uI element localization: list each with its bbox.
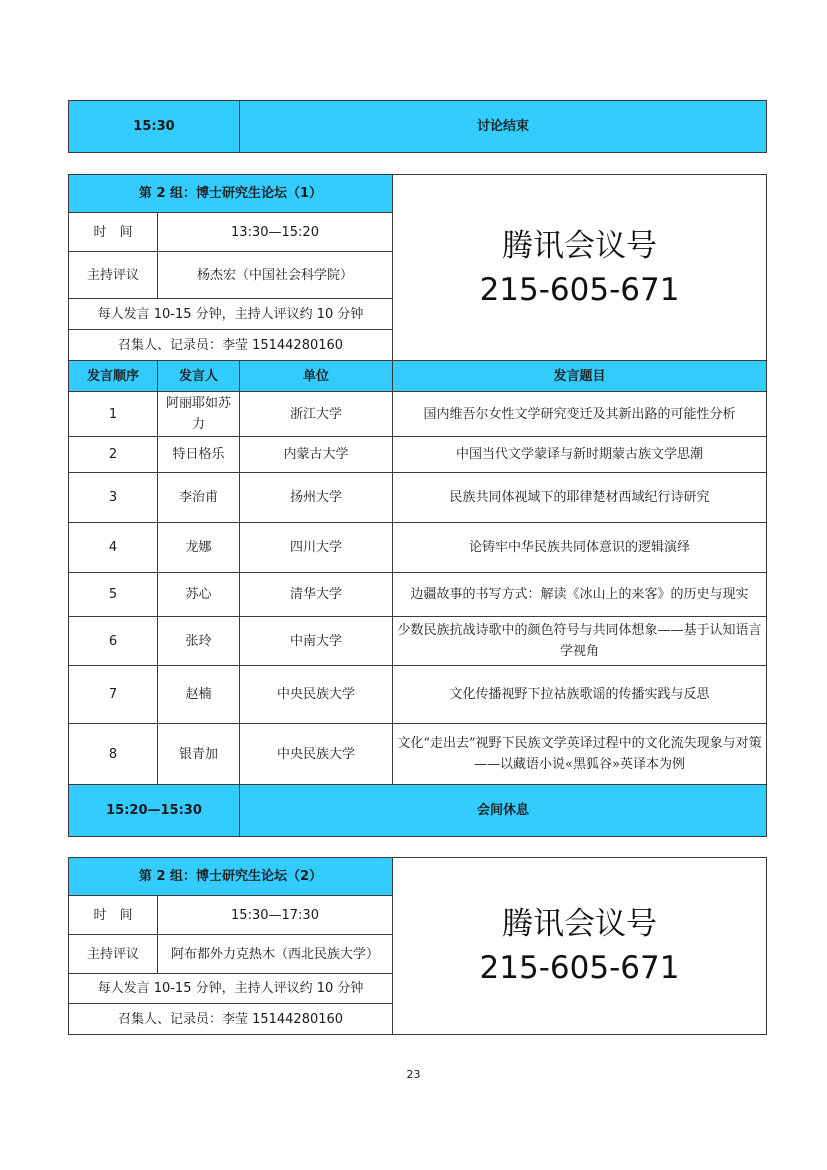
convener-text: 召集人、记录员：李莹 15144280160 xyxy=(69,1004,393,1035)
speaker-row xyxy=(69,473,767,523)
speaker-name: 阿丽耶如苏力 xyxy=(158,392,240,437)
speaker-topic: 文化“走出去”视野下民族文学英译过程中的文化流失现象与对策——以藏语小说«黑狐谷»英译本为例 xyxy=(393,724,767,785)
speaker-name: 银青加 xyxy=(158,724,240,785)
speaker-header-row xyxy=(69,361,767,392)
speaker-name: 龙娜 xyxy=(158,523,240,573)
host-label: 主持评议 xyxy=(69,935,158,974)
speaker-topic: 边疆故事的书写方式：解读《冰山上的来客》的历史与现实 xyxy=(393,573,767,617)
rule-text: 每人发言 10-15 分钟，主持人评议约 10 分钟 xyxy=(69,974,393,1004)
speaker-name: 赵楠 xyxy=(158,666,240,724)
time-label: 时 间 xyxy=(69,896,158,935)
speaker-unit: 浙江大学 xyxy=(240,392,393,437)
time-value: 15:30—17:30 xyxy=(158,896,393,935)
speaker-topic: 论铸牢中华民族共同体意识的逻辑演绎 xyxy=(393,523,767,573)
session1-title: 第 2 组：博士研究生论坛（1） xyxy=(69,175,393,213)
speaker-topic: 国内维吾尔女性文学研究变迁及其新出路的可能性分析 xyxy=(393,392,767,437)
tencent-meeting-label: 腾讯会议号 xyxy=(502,227,657,264)
session2-tencent-meeting xyxy=(393,858,767,1035)
rule-text: 每人发言 10-15 分钟，主持人评议约 10 分钟 xyxy=(69,299,393,330)
header-order: 发言顺序 xyxy=(69,361,158,392)
session1-table xyxy=(68,174,767,837)
convener-text: 召集人、记录员：李莹 15144280160 xyxy=(69,330,393,361)
speaker-order: 1 xyxy=(69,392,158,437)
header-topic: 发言题目 xyxy=(393,361,767,392)
time-value: 13:30—15:20 xyxy=(158,213,393,252)
speaker-order: 4 xyxy=(69,523,158,573)
speaker-unit: 中南大学 xyxy=(240,617,393,666)
speaker-unit: 四川大学 xyxy=(240,523,393,573)
speaker-unit: 扬州大学 xyxy=(240,473,393,523)
speaker-order: 7 xyxy=(69,666,158,724)
speaker-order: 3 xyxy=(69,473,158,523)
row-event: 讨论结束 xyxy=(240,101,767,153)
speaker-topic: 文化传播视野下拉祜族歌谣的传播实践与反思 xyxy=(393,666,767,724)
header-speaker: 发言人 xyxy=(158,361,240,392)
host-value: 阿布都外力克热木（西北民族大学） xyxy=(158,935,393,974)
session1-title-row xyxy=(69,175,767,213)
speaker-topic: 中国当代文学蒙译与新时期蒙古族文学思潮 xyxy=(393,437,767,473)
session2-table xyxy=(68,857,767,1035)
speaker-unit: 内蒙古大学 xyxy=(240,437,393,473)
break-event: 会间休息 xyxy=(240,785,767,837)
break-row xyxy=(69,785,767,837)
speaker-name: 特日格乐 xyxy=(158,437,240,473)
speaker-order: 2 xyxy=(69,437,158,473)
host-label: 主持评议 xyxy=(69,252,158,299)
speaker-topic: 少数民族抗战诗歌中的颜色符号与共同体想象——基于认知语言学视角 xyxy=(393,617,767,666)
speaker-topic: 民族共同体视域下的耶律楚材西域纪行诗研究 xyxy=(393,473,767,523)
speaker-unit: 中央民族大学 xyxy=(240,666,393,724)
header-unit: 单位 xyxy=(240,361,393,392)
tencent-meeting-label: 腾讯会议号 xyxy=(502,906,657,942)
speaker-row xyxy=(69,523,767,573)
time-label: 时 间 xyxy=(69,213,158,252)
page-number: 23 xyxy=(406,1068,421,1081)
speaker-order: 6 xyxy=(69,617,158,666)
break-time: 15:20—15:30 xyxy=(69,785,240,837)
session2-title-row xyxy=(69,858,767,896)
discussion-end-row xyxy=(69,101,767,153)
host-value: 杨杰宏（中国社会科学院） xyxy=(158,252,393,299)
speaker-name: 李治甫 xyxy=(158,473,240,523)
speaker-row xyxy=(69,437,767,473)
speaker-order: 5 xyxy=(69,573,158,617)
speaker-unit: 清华大学 xyxy=(240,573,393,617)
speaker-row xyxy=(69,617,767,666)
speaker-row xyxy=(69,392,767,437)
discussion-end-table xyxy=(68,100,767,153)
speaker-name: 苏心 xyxy=(158,573,240,617)
speaker-unit: 中央民族大学 xyxy=(240,724,393,785)
speaker-row xyxy=(69,724,767,785)
speaker-row xyxy=(69,573,767,617)
row-time: 15:30 xyxy=(69,101,240,153)
speaker-name: 张玲 xyxy=(158,617,240,666)
tencent-meeting-number: 215-605-671 xyxy=(479,271,680,308)
session1-tencent-meeting xyxy=(393,175,767,361)
speaker-row xyxy=(69,666,767,724)
session2-title: 第 2 组：博士研究生论坛（2） xyxy=(69,858,393,896)
tencent-meeting-number: 215-605-671 xyxy=(479,950,680,986)
speaker-order: 8 xyxy=(69,724,158,785)
